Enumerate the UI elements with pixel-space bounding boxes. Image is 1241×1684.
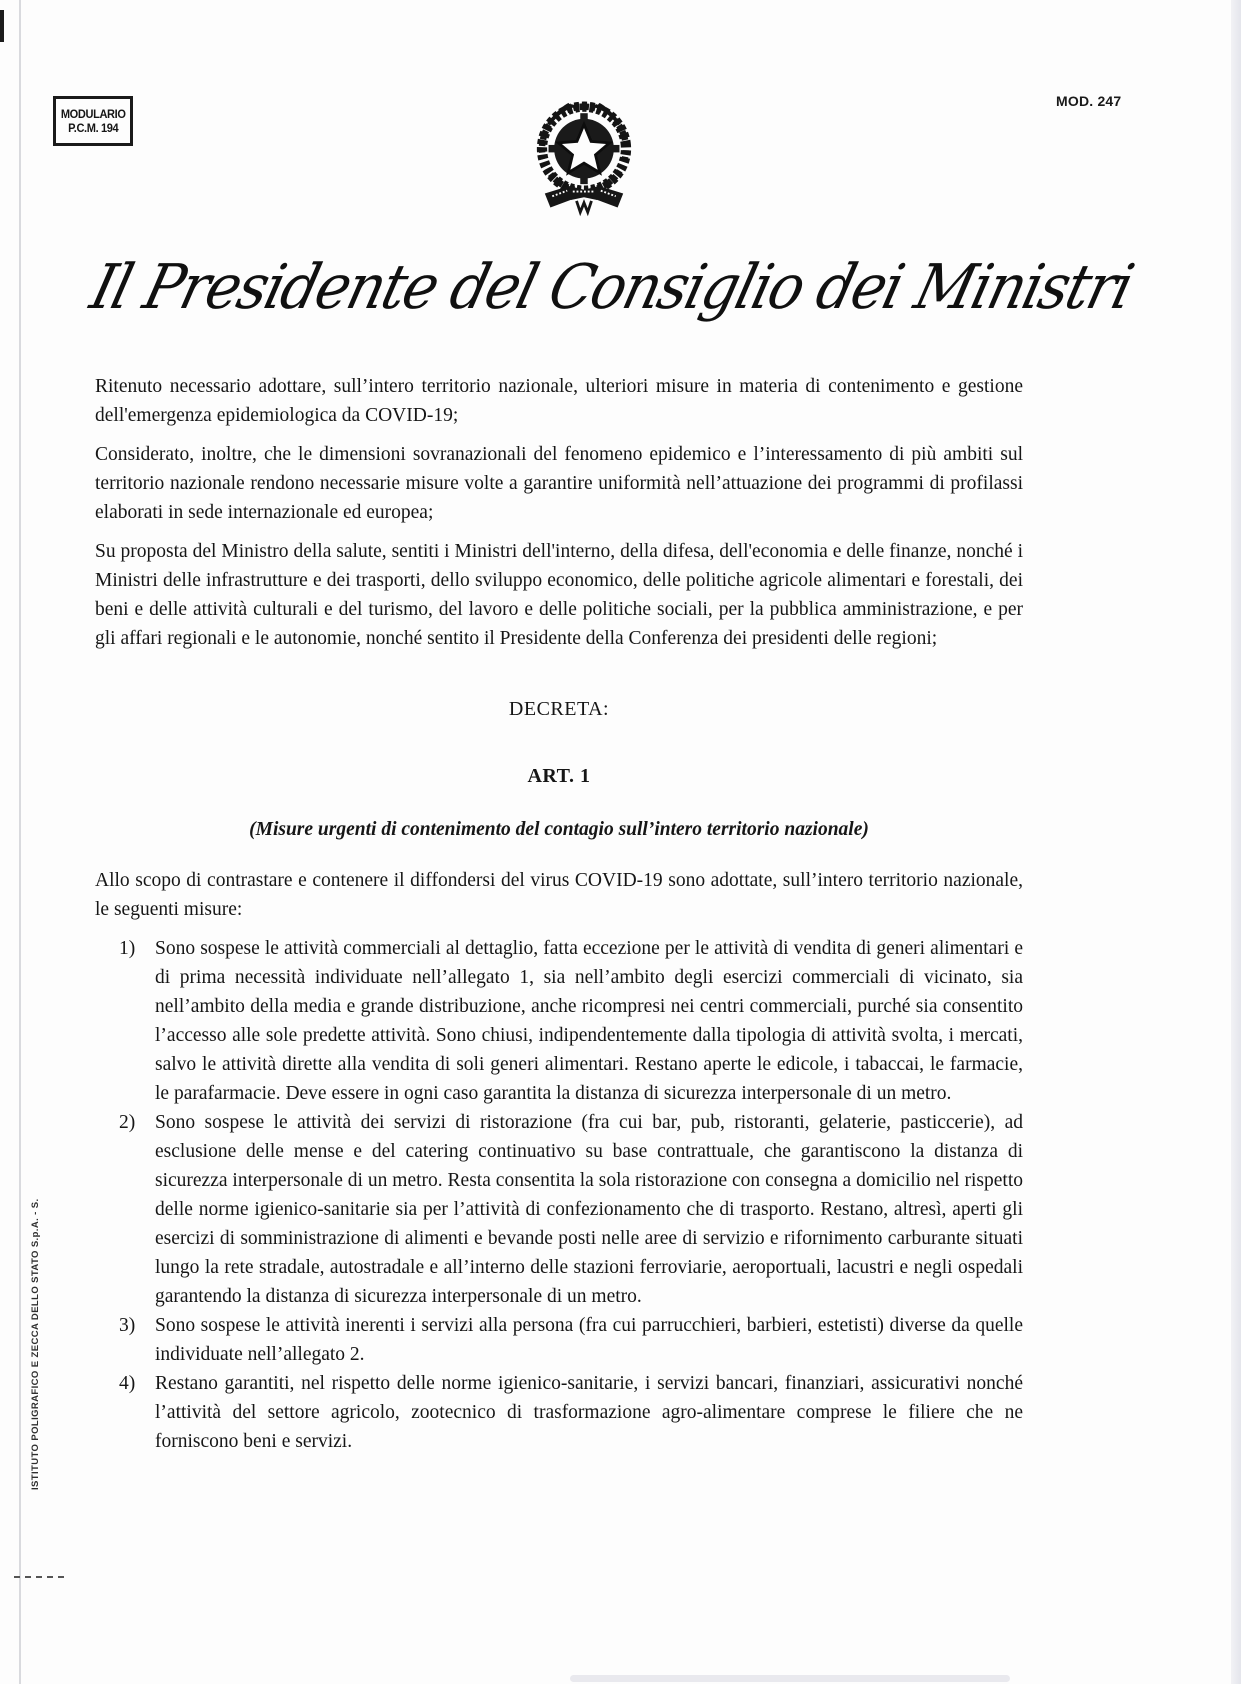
letterhead-script-title: Il Presidente del Consiglio dei Ministri [83, 251, 1139, 324]
list-item [95, 1369, 1023, 1456]
list-item-number: 2) [119, 1112, 136, 1133]
decreta-heading: DECRETA: [508, 698, 610, 720]
scan-edge-line [19, 0, 21, 1684]
preamble-paragraph: Ritenuto necessario adottare, sull’intero territorio nazionale, ulteriori misure in materia di contenimento e gestione dell'emergenza epidemiologica da COVID-19; [95, 376, 1023, 426]
mod-number-label: MOD. 247 [1056, 93, 1122, 109]
list-item-number: 3) [119, 1315, 136, 1336]
document-body [95, 372, 1023, 1456]
list-item [95, 1108, 1023, 1311]
modulario-stamp-line1: MODULARIO [60, 107, 126, 121]
scrollbar-track[interactable] [1231, 0, 1241, 1684]
list-item-text: Sono sospese le attività commerciali al dettaglio, fatta eccezione per le attività di vendita di generi alimentari e di prima necessità individuate nell’allegato 1, sia nell’ambito degli esercizi commerciali di vicinato, sia nell’ambito della media e grande distribuzione, anche ricompresi nei centri commerciali, purché sia consentito l’accesso alle sole predette attività. Sono chiusi, indipendentemente dalla tipologia di attività svolta, i mercati, salvo le attività dirette alla vendita di soli generi alimentari. Restano aperte le edicole, i tabaccai, le farmacie, le parafarmacie. Deve essere in ogni caso garantita la distanza di sicurezza interpersonale di un metro. [155, 938, 1023, 1104]
modulario-stamp [53, 96, 133, 146]
measures-list [95, 934, 1023, 1456]
scrollbar-thumb[interactable] [570, 1675, 1010, 1682]
preamble-paragraph: Su proposta del Ministro della salute, sentiti i Ministri dell'interno, della difesa, dell'economia e delle finanze, nonché i Ministri delle infrastrutture e dei trasporti, dello sviluppo economico, delle politiche agricole alimentari e forestali, dei beni e delle attività culturali e del turismo, del lavoro e delle politiche sociali, per la pubblica amministrazione, e per gli affari regionali e le autonomie, nonché sentito il Presidente della Conferenza dei presidenti delle regioni; [95, 541, 1023, 649]
list-item-text: Sono sospese le attività inerenti i servizi alla persona (fra cui parrucchieri, barbieri, estetisti) diverse da quelle individuate nell’allegato 2. [155, 1315, 1023, 1365]
article-subtitle: (Misure urgenti di contenimento del contagio sull’intero territorio nazionale) [249, 819, 869, 840]
list-item-number: 4) [119, 1373, 136, 1394]
article-number: ART. 1 [527, 765, 591, 787]
fold-mark [14, 1576, 64, 1578]
list-item-text: Sono sospese le attività dei servizi di ristorazione (fra cui bar, pub, ristoranti, gelaterie, pasticcerie), ad esclusione delle mense e del catering continuativo su base contrattuale, che garantiscono la distanza di sicurezza interpersonale di un metro. Resta consentita la sola ristorazione con consegna a domicilio nel rispetto delle norme igienico-sanitarie sia per l’attività di confezionamento che di trasporto. Restano, altresì, aperti gli esercizi di somministrazione di alimenti e bevande posti nelle aree di servizio e rifornimento carburante situati lungo la rete stradale, autostradale e all’interno delle stazioni ferroviarie, aeroportuali, lacustri e negli ospedali garantendo la distanza di sicurezza interpersonale di un metro. [155, 1112, 1023, 1307]
list-item [95, 1311, 1023, 1369]
printer-imprint: ISTITUTO POLIGRAFICO E ZECCA DELLO STATO S.p.A. - S. [30, 1198, 41, 1490]
modulario-stamp-line2: P.C.M. 194 [67, 121, 119, 135]
preamble-paragraph: Considerato, inoltre, che le dimensioni sovranazionali del fenomeno epidemico e l’interessamento di più ambiti sul territorio nazionale rendono necessarie misure volte a garantire uniformità nell’attuazione dei programmi di profilassi elaborati in sede internazionale ed europea; [95, 444, 1023, 523]
article-intro: Allo scopo di contrastare e contenere il diffondersi del virus COVID-19 sono adottate, sull’intero territorio nazionale, le seguenti misure: [95, 870, 1023, 920]
list-item-number: 1) [119, 938, 136, 959]
scan-corner-mark [0, 10, 4, 42]
list-item-text: Restano garantiti, nel rispetto delle norme igienico-sanitarie, i servizi bancari, finanziari, assicurativi nonché l’attività del settore agricolo, zootecnico di trasformazione agro-alimentare comprese le filiere che ne forniscono beni e servizi. [155, 1373, 1023, 1452]
italian-republic-emblem-icon [528, 92, 640, 224]
list-item [95, 934, 1023, 1108]
